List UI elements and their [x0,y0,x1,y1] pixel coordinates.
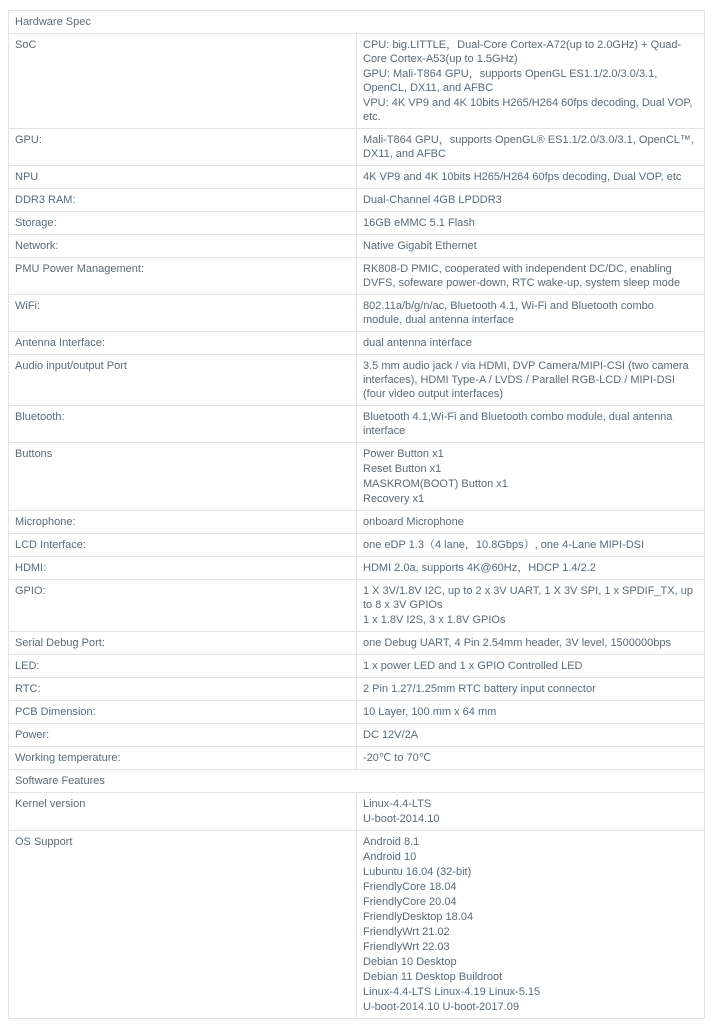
spec-value-line: Native Gigabit Ethernet [363,240,477,252]
spec-row [9,406,705,443]
spec-value-line: Recovery x1 [363,493,425,505]
spec-value-line: 16GB eMMC 5.1 Flash [363,217,475,229]
spec-value-line: Linux-4.4-LTS Linux-4.19 Linux-5.15 [363,986,541,998]
spec-value [357,831,705,1019]
spec-label: PMU Power Management: [9,258,357,295]
spec-label: LED: [9,655,357,678]
spec-value-line: U-boot-2014.10 [363,813,440,825]
spec-row [9,534,705,557]
spec-value-line: Dual-Channel 4GB LPDDR3 [363,194,502,206]
spec-value-line: MASKROM(BOOT) Button x1 [363,478,508,490]
spec-value-line: FriendlyWrt 22.03 [363,941,450,953]
spec-row [9,235,705,258]
spec-value [357,166,705,189]
spec-value-line: one eDP 1.3（4 lane，10.8Gbps）, one 4-Lane MIPI-DSI [363,539,645,551]
spec-value [357,443,705,511]
spec-value [357,235,705,258]
spec-label: Microphone: [9,511,357,534]
spec-value-line: 4K VP9 and 4K 10bits H265/H264 60fps decoding, Dual VOP, etc [363,171,682,183]
spec-row [9,295,705,332]
spec-row [9,129,705,166]
spec-value [357,189,705,212]
spec-row [9,355,705,406]
spec-value [357,678,705,701]
spec-label: DDR3 RAM: [9,189,357,212]
spec-value [357,655,705,678]
spec-value [357,212,705,235]
spec-row [9,212,705,235]
spec-row [9,793,705,831]
spec-value-line: Power Button x1 [363,448,444,460]
spec-row [9,632,705,655]
spec-value-line: Mali-T864 GPU，supports OpenGL® ES1.1/2.0/3.0/3.1, OpenCL™, DX11, and AFBC [363,134,694,160]
spec-label: OS Support [9,831,357,1019]
spec-value-line: Linux-4.4-LTS [363,798,432,810]
spec-value-line: dual antenna interface [363,337,472,349]
spec-value [357,511,705,534]
section-header: Hardware Spec [9,11,705,34]
spec-label: LCD Interface: [9,534,357,557]
spec-label: GPIO: [9,580,357,632]
spec-label: HDMI: [9,557,357,580]
spec-label: Network: [9,235,357,258]
spec-row [9,332,705,355]
spec-row [9,258,705,295]
spec-value [357,632,705,655]
spec-value-line: 2 Pin 1.27/1.25mm RTC battery input connector [363,683,596,695]
spec-value-line: Lubuntu 16.04 (32-bit) [363,866,472,878]
spec-value-line: FriendlyCore 20.04 [363,896,457,908]
spec-label: Storage: [9,212,357,235]
section-header-row [9,11,705,34]
spec-value [357,747,705,770]
spec-value-line: 1 x power LED and 1 x GPIO Controlled LED [363,660,583,672]
spec-value-line: DC 12V/2A [363,729,419,741]
spec-value [357,701,705,724]
spec-value [357,724,705,747]
spec-row [9,831,705,1019]
section-header: Software Features [9,770,705,793]
spec-value-line: -20℃ to 70℃ [363,752,432,764]
spec-row [9,655,705,678]
spec-value [357,580,705,632]
spec-label: Kernel version [9,793,357,831]
spec-row [9,701,705,724]
spec-value-line: 802.11a/b/g/n/ac, Bluetooth 4.1, Wi-Fi and Bluetooth combo module, dual antenna interface [363,300,654,326]
spec-label: NPU [9,166,357,189]
spec-row [9,724,705,747]
spec-value-line: FriendlyCore 18.04 [363,881,457,893]
spec-value [357,258,705,295]
spec-value [357,406,705,443]
spec-label: Audio input/output Port [9,355,357,406]
spec-value-line: Android 8.1 [363,836,420,848]
spec-row [9,580,705,632]
spec-label: Antenna Interface: [9,332,357,355]
spec-row [9,678,705,701]
spec-row [9,557,705,580]
spec-value-line: Android 10 [363,851,417,863]
spec-value-line: FriendlyDesktop 18.04 [363,911,474,923]
spec-row [9,511,705,534]
spec-table [8,10,705,1019]
spec-value-line: U-boot-2014.10 U-boot-2017.09 [363,1001,519,1013]
spec-value-line: 3.5 mm audio jack / via HDMI, DVP Camera/MIPI-CSI (two camera interfaces), HDMI Type-A / LVDS / Parallel RGB-LCD / MIPI-DSI (four video output interfaces) [363,360,689,400]
spec-value-line: one Debug UART, 4 Pin 2.54mm header, 3V level, 1500000bps [363,637,671,649]
spec-value-line: RK808-D PMIC, cooperated with independent DC/DC, enabling DVFS, sofeware power-down, RTC wake-up, system sleep mode [363,263,681,289]
spec-value [357,793,705,831]
section-header-row [9,770,705,793]
spec-value-line: 1 X 3V/1.8V I2C, up to 2 x 3V UART, 1 X 3V SPI, 1 x SPDIF_TX, up to 8 x 3V GPIOs [363,585,693,611]
spec-label: WiFi: [9,295,357,332]
spec-value-line: GPU: Mali-T864 GPU，supports OpenGL ES1.1/2.0/3.0/3.1, OpenCL, DX11, and AFBC [363,68,658,94]
spec-row [9,443,705,511]
spec-label: Working temperature: [9,747,357,770]
spec-value-line: 10 Layer, 100 mm x 64 mm [363,706,497,718]
spec-value-line: FriendlyWrt 21.02 [363,926,450,938]
spec-value-line: onboard Microphone [363,516,464,528]
spec-value [357,295,705,332]
spec-row [9,189,705,212]
spec-value-line: HDMI 2.0a, supports 4K@60Hz，HDCP 1.4/2.2 [363,562,596,574]
spec-row [9,34,705,129]
spec-label: Bluetooth: [9,406,357,443]
spec-value [357,355,705,406]
spec-value-line: Reset Button x1 [363,463,442,475]
spec-value-line: VPU: 4K VP9 and 4K 10bits H265/H264 60fps decoding, Dual VOP, etc. [363,97,693,123]
spec-value-line: Debian 10 Desktop [363,956,457,968]
spec-label: Buttons [9,443,357,511]
spec-row [9,747,705,770]
spec-value [357,332,705,355]
spec-value-line: 1 x 1.8V I2S, 3 x 1.8V GPIOs [363,614,506,626]
spec-row [9,166,705,189]
spec-value-line: CPU: big.LITTLE，Dual-Core Cortex-A72(up to 2.0GHz) + Quad-Core Cortex-A53(up to 1.5GHz) [363,39,682,65]
spec-label: Serial Debug Port: [9,632,357,655]
spec-value-line: Debian 11 Desktop Buildroot [363,971,503,983]
spec-value [357,534,705,557]
spec-label: PCB Dimension: [9,701,357,724]
spec-label: RTC: [9,678,357,701]
spec-value [357,557,705,580]
spec-value [357,129,705,166]
spec-label: SoC [9,34,357,129]
spec-label: GPU: [9,129,357,166]
spec-value-line: Bluetooth 4.1,Wi-Fi and Bluetooth combo module, dual antenna interface [363,411,673,437]
spec-label: Power: [9,724,357,747]
spec-value [357,34,705,129]
spec-table-body [9,11,705,1019]
